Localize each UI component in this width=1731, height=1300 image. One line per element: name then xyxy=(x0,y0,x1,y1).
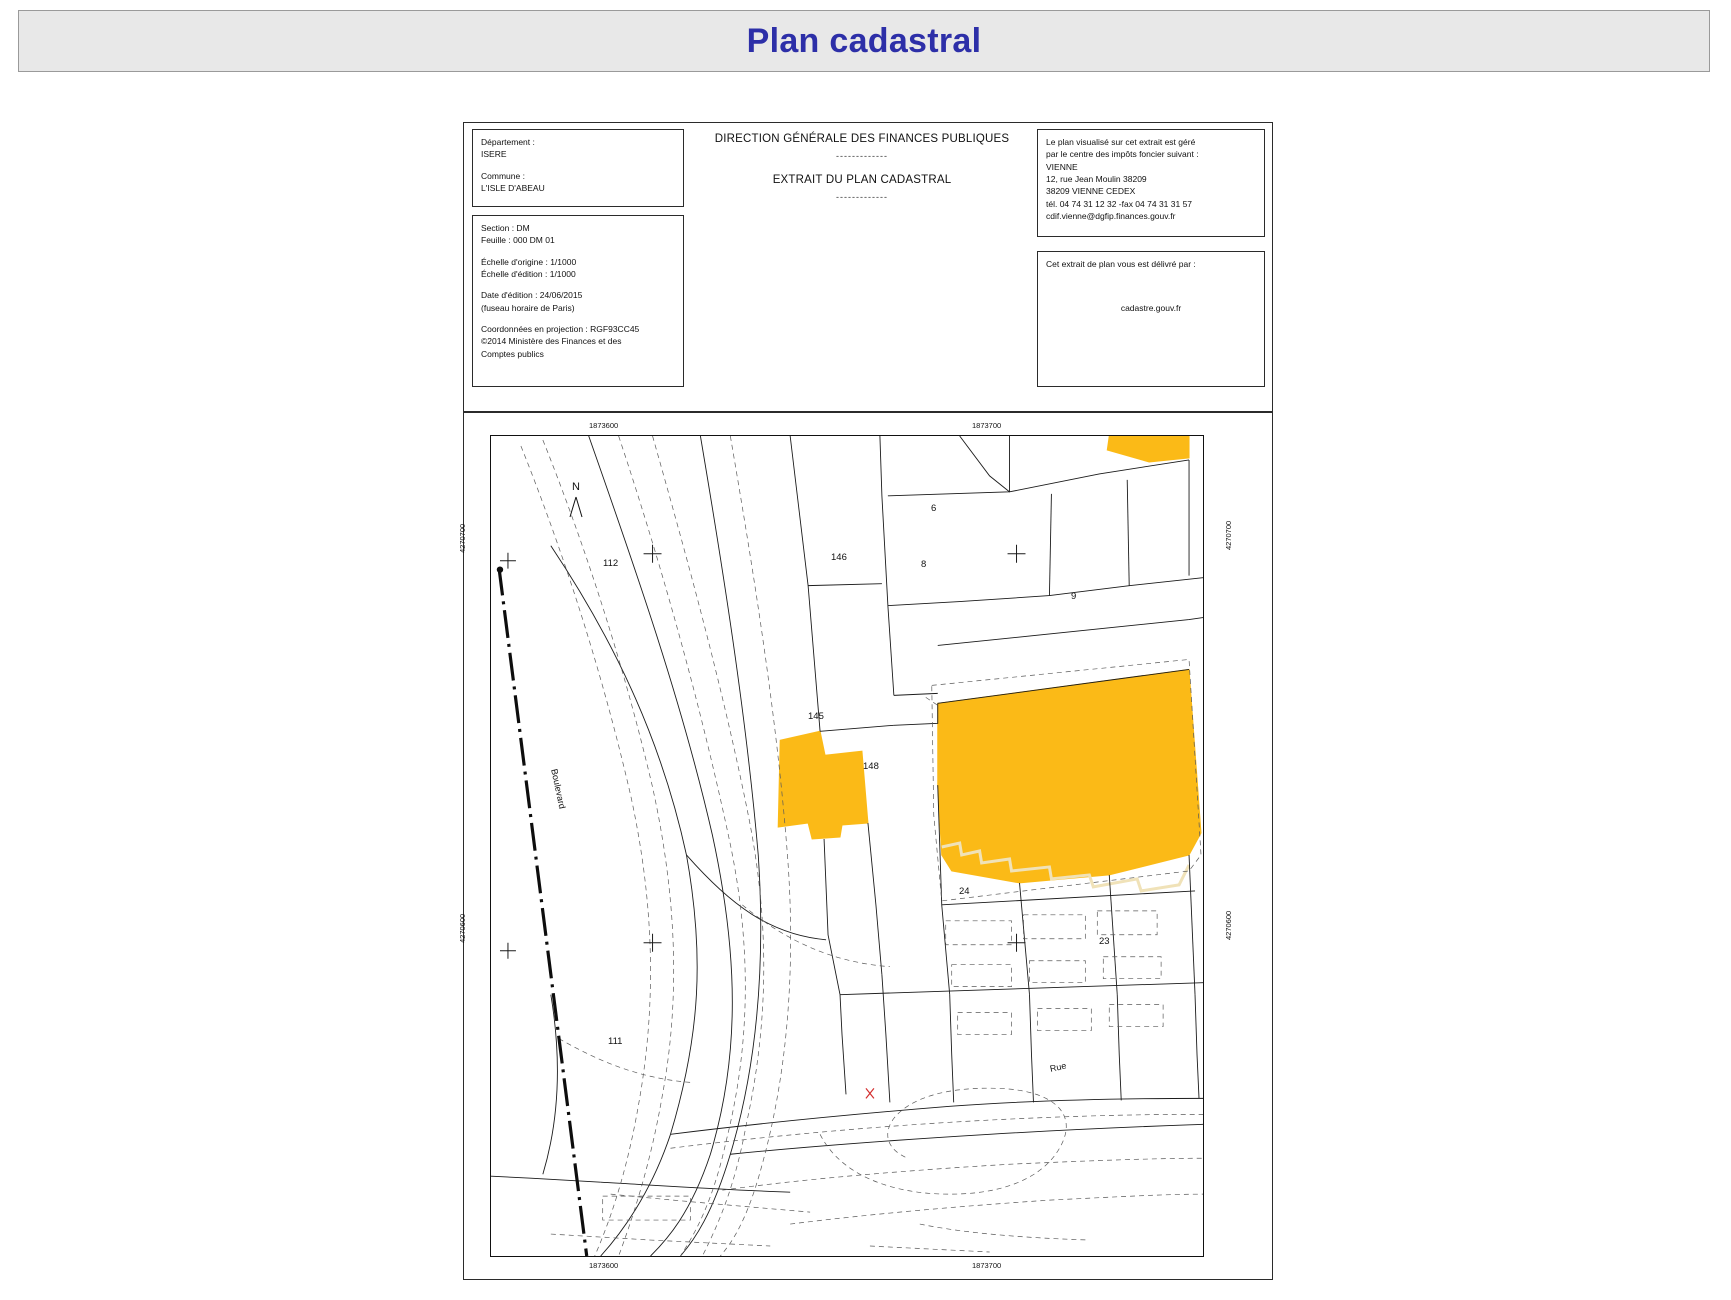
spacer xyxy=(481,247,675,256)
map-canvas[interactable] xyxy=(490,435,1204,1257)
dgfip-title: DIRECTION GÉNÉRALE DES FINANCES PUBLIQUES xyxy=(714,133,1010,145)
coordinate-bottom-right: 1873700 xyxy=(972,1261,1002,1270)
coordinate-top-right: 1873700 xyxy=(972,421,1002,430)
coordinate-right-upper: 4270700 xyxy=(1224,520,1233,550)
department-label: Département : xyxy=(481,137,535,147)
parcel-label-111[interactable]: 111 xyxy=(608,1036,623,1047)
department-value: ISERE xyxy=(481,149,507,160)
cadastral-map-svg[interactable] xyxy=(491,436,1203,1256)
parcel-label-6[interactable]: 6 xyxy=(931,503,937,514)
parcel-label-145[interactable]: 145 xyxy=(808,711,824,722)
north-letter: N xyxy=(572,481,580,493)
north-arrow-icon xyxy=(566,495,586,519)
document-title-block xyxy=(692,131,1032,213)
center-phone: tél. 04 74 31 12 32 -fax 04 74 31 31 57 xyxy=(1046,198,1193,209)
road-centerline xyxy=(497,566,587,1256)
center-city: 38209 VIENNE CEDEX xyxy=(1046,186,1136,197)
projection-coords: Coordonnées en projection : RGF93CC45 xyxy=(481,323,640,334)
map-frame xyxy=(458,412,1273,1280)
north-arrow xyxy=(563,482,589,522)
cadastral-document xyxy=(458,122,1273,1280)
parcel-label-23[interactable]: 23 xyxy=(1099,936,1110,947)
section-value: Section : DM xyxy=(481,223,530,233)
section-box xyxy=(472,215,684,387)
feuille-value: Feuille : 000 DM 01 xyxy=(481,235,555,246)
timezone-note: (fuseau horaire de Paris) xyxy=(481,302,575,313)
spacer xyxy=(481,161,675,170)
document-header-band xyxy=(463,122,1273,412)
parcel-label-8[interactable]: 8 xyxy=(921,559,927,570)
coordinate-bottom-left: 1873600 xyxy=(589,1261,619,1270)
tax-center-box xyxy=(1037,129,1265,237)
coordinate-left-lower: 4270600 xyxy=(458,913,467,943)
coordinate-top-left: 1873600 xyxy=(589,421,619,430)
parcel-label-112[interactable]: 112 xyxy=(603,558,619,569)
center-intro-line-1: Le plan visualisé sur cet extrait est géré xyxy=(1046,137,1196,147)
center-intro-line-2: par le centre des impôts foncier suivant : xyxy=(1046,149,1199,160)
spacer xyxy=(481,314,675,323)
page-title: Plan cadastral xyxy=(746,21,982,60)
coordinate-right-lower: 4270600 xyxy=(1224,910,1233,940)
extract-title: EXTRAIT DU PLAN CADASTRAL xyxy=(772,173,952,186)
page-banner xyxy=(18,10,1710,72)
coordinate-left-upper: 4270700 xyxy=(458,523,467,553)
street-label-boulevard: Boulevard xyxy=(549,768,568,810)
title-divider-1: ------------- xyxy=(836,151,888,162)
delivered-by-label: Cet extrait de plan vous est délivré par : xyxy=(1046,259,1196,269)
parcel-label-148[interactable]: 148 xyxy=(863,761,879,772)
copyright-line-2: Comptes publics xyxy=(481,348,544,359)
center-name: VIENNE xyxy=(1046,161,1078,172)
cadastre-url[interactable]: cadastre.gouv.fr xyxy=(1120,303,1182,314)
scale-origin: Échelle d'origine : 1/1000 xyxy=(481,256,577,267)
copyright-line-1: ©2014 Ministère des Finances et des xyxy=(481,336,622,347)
parcel-label-24[interactable]: 24 xyxy=(959,886,970,897)
commune-value: L'ISLE D'ABEAU xyxy=(481,182,545,193)
spacer xyxy=(481,280,675,289)
parcel-label-9[interactable]: 9 xyxy=(1071,591,1077,602)
delivered-by-box xyxy=(1037,251,1265,387)
center-email: cdif.vienne@dgfip.finances.gouv.fr xyxy=(1046,210,1176,221)
commune-label: Commune : xyxy=(481,170,525,181)
highlighted-parcels xyxy=(778,436,1201,891)
scale-edition: Échelle d'édition : 1/1000 xyxy=(481,268,576,279)
title-divider-2: ------------- xyxy=(836,192,888,202)
red-marker xyxy=(866,1088,874,1098)
parcel-label-146[interactable]: 146 xyxy=(831,552,847,563)
department-box xyxy=(472,129,684,207)
street-label-rue: Rue xyxy=(1049,1060,1068,1074)
center-address: 12, rue Jean Moulin 38209 xyxy=(1046,173,1147,184)
edition-date: Date d'édition : 24/06/2015 xyxy=(481,290,583,301)
